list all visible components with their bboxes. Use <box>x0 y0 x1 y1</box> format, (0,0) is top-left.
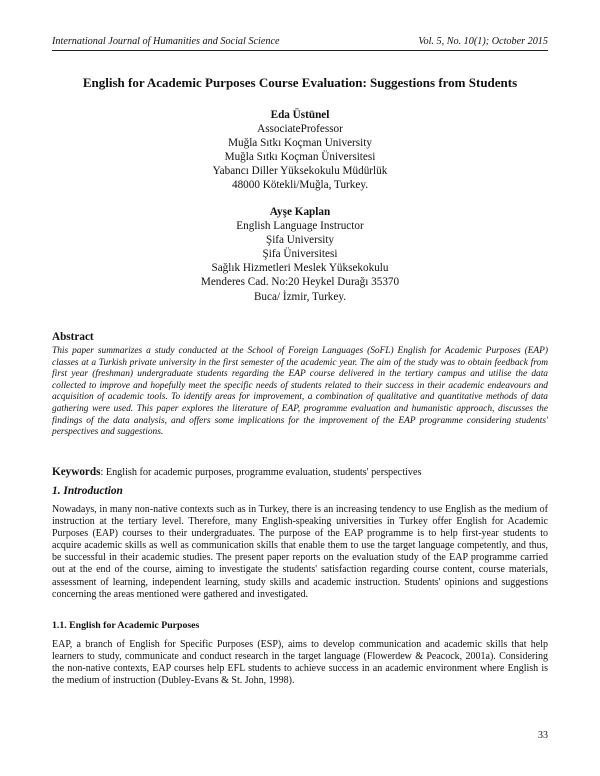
author-affiliation-line: Sağlık Hizmetleri Meslek Yüksekokulu <box>211 262 389 275</box>
author-affiliation-line: Muğla Sıtkı Koçman Üniversitesi <box>224 151 376 164</box>
keywords-text: : English for academic purposes, programme evaluation, students' perspectives <box>100 467 422 478</box>
introduction-paragraph: Nowadays, in many non-native contexts such as in Turkey, there is an increasing tendency to use English as the medium of instruction at the tertiary level. Therefore, many English-speaking universities in Turkey offer English for Academic Purposes (EAP) courses to their undergraduates. The purpose of the EAP programme is to help first-year students to acquire academic skills as well as communication skills that enable them to use the target language competently, and thus, be successful in their academic studies. The present paper reports on the evaluation study of the EAP programme carried out at the end of the course, aiming to investigate the students' satisfaction regarding course content, course materials, assessment of learning, independent learning, study skills and academic instruction. Students' opinions and suggestions concerning the areas mentioned were gathered and investigated. <box>52 504 548 600</box>
eap-paragraph: EAP, a branch of English for Specific Purposes (ESP), aims to develop communication and academic skills that help learners to study, communicate and conduct research in the target language (Flowerdew & Peacock, 2001a). Considering the non-native contexts, EAP courses help EFL students to achieve success in an academic environment where English is the medium of instruction (Dubley-Evans & St. John, 1998). <box>52 639 548 687</box>
header-rule <box>52 50 548 51</box>
author-affiliation-line: Menderes Cad. No:20 Heykel Durağı 35370 <box>200 276 400 289</box>
paper-title: English for Academic Purposes Course Evaluation: Suggestions from Students <box>82 75 518 90</box>
running-head <box>52 36 548 47</box>
author-affiliation-line: Yabancı Diller Yüksekokulu Müdürlük <box>212 165 388 178</box>
author-block-1 <box>52 108 548 193</box>
author-name: Eda Üstünel <box>270 109 330 121</box>
journal-name: International Journal of Humanities and Social Science <box>52 36 280 47</box>
page-number: 33 <box>538 730 548 741</box>
keywords-line <box>52 466 548 478</box>
subsection-heading-eap: 1.1. English for Academic Purposes <box>52 620 200 631</box>
author-block-2 <box>52 205 548 304</box>
author-affiliation-line: Şifa University <box>265 234 335 247</box>
section-heading-introduction: 1. Introduction <box>52 485 123 497</box>
author-affiliation-line: 48000 Kötekli/Muğla, Turkey. <box>231 179 368 192</box>
author-affiliation-line: English Language Instructor <box>236 220 364 233</box>
keywords-label: Keywords <box>52 466 101 478</box>
author-affiliation-line: Buca/ İzmir, Turkey. <box>253 290 347 303</box>
author-affiliation-line: Şifa Üniversitesi <box>262 248 338 261</box>
abstract-section <box>52 331 548 439</box>
author-affiliation-line: Muğla Sıtkı Koçman University <box>228 137 372 150</box>
abstract-text: This paper summarizes a study conducted at the School of Foreign Languages (SoFL) English for Academic Purposes (EAP) classes at a Turkish private university in the first semester of the academic year. The aim of the study was to obtain feedback from first year (freshman) undergraduate students regarding the EAP course delivered in the tertiary campus and utilise the data collected to improve and hopefully meet the specific needs of students related to their success in their academic endeavours and acquisition of academic tools. To identify areas for improvement, a combination of qualitative and quantitative methods of data gathering were used. This paper explores the literature of EAP, programme evaluation and humanistic approach, discusses the findings of the data analysis, and offers some implications for the improvement of the EAP programme considering students' perspectives and suggestions. <box>52 346 548 438</box>
author-affiliation-line: AssociateProfessor <box>257 123 343 136</box>
abstract-heading: Abstract <box>52 331 94 343</box>
author-name: Ayşe Kaplan <box>269 206 331 218</box>
issue-info: Vol. 5, No. 10(1); October 2015 <box>418 36 548 47</box>
